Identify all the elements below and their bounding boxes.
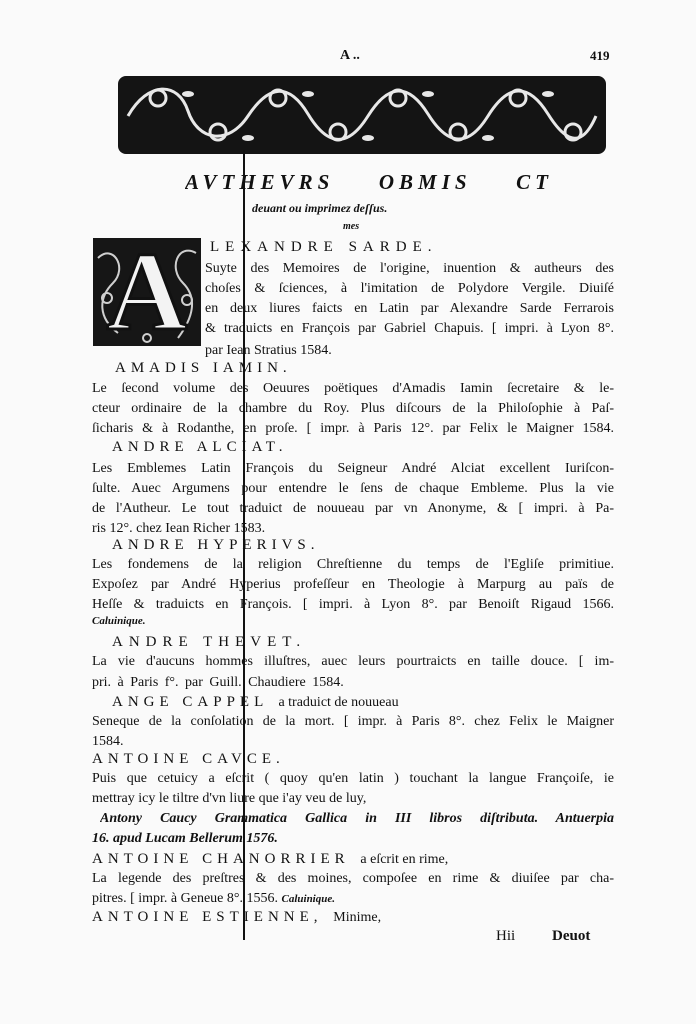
entry-line: & traduicts en François par Gabriel Chapuis. [ impri. à Lyon 8°. <box>205 321 614 336</box>
entry-heading: ANTOINE CAVCE. <box>92 751 285 767</box>
entry-heading-note: a traduict de nouueau <box>278 695 399 710</box>
entry-heading: AMADIS IAMIN. <box>115 360 292 376</box>
entry-heading <box>112 693 399 712</box>
subtitle-fragment: mes <box>343 221 360 232</box>
catchword: Deuot <box>552 928 591 944</box>
drop-cap <box>93 238 201 346</box>
entry-heading-note: a eſcrit en rime, <box>360 852 449 867</box>
page-title: AVTHEVRS OBMIS CT <box>185 170 553 194</box>
entry-heading <box>92 850 448 869</box>
entry-line: Le ſecond volume des Oeuures poëtiques d'Amadis Iamin ſecretaire & le- <box>92 381 614 396</box>
entry-heading: ANDRE THEVET. <box>112 634 307 650</box>
entry-line: en deux liures faicts en Latin par Alexandre Sarde Ferrarois <box>205 301 614 316</box>
entry-heading: ANDRE ALCIAT. <box>112 439 288 455</box>
ornament-banner <box>118 76 606 154</box>
entry-heading-name: ANTOINE ESTIENNE, <box>92 909 323 925</box>
confession-tag: Caluinique. <box>92 615 146 627</box>
entry-line: Heſſe & traduicts en François. [ impri. à Lyon 8°. par Benoiſt Rigaud 1566. <box>92 597 614 612</box>
entry-line: La vie d'aucuns hommes illuſtres, auec leurs pourtraicts en taille douce. [ im- <box>92 654 614 669</box>
entry-line: Les fondemens de la religion Chreſtienne du temps de l'Egliſe primitiue. <box>92 557 614 572</box>
running-head: A .. <box>340 48 360 63</box>
entry-line: cteur ordinaire de la chambre du Roy. Plus diſcours de la Philoſophie à Paſ- <box>92 401 614 416</box>
entry-line: Seneque de la conſolation de la mort. [ impr. à Paris 8°. chez Felix le Maigner <box>92 714 614 729</box>
signature-mark: Hii <box>496 928 516 944</box>
entry-heading: ANDRE HYPERIVS. <box>112 537 320 553</box>
entry-line: ſulte. Auec Argumens pour entendre le ſens de chaque Embleme. Plus la vie <box>92 481 614 496</box>
entry-line: 1584. <box>92 734 124 749</box>
drop-cap-letter: A <box>106 238 188 346</box>
entry-heading <box>92 908 381 927</box>
confession-tag: Caluinique. <box>281 893 335 905</box>
entry-line: choſes & ſciences, à l'imitation de Polydore Vergile. Diuiſé <box>205 281 614 296</box>
entry-line: Suyte des Memoires de l'origine, inuention & autheurs des <box>205 261 614 276</box>
entry-heading-name: ANTOINE CHANORRIER <box>92 851 350 867</box>
entry-line: par Iean Stratius 1584. <box>205 343 332 358</box>
entry-line: pri. à Paris f°. par Guill. Chaudiere 1584. <box>92 675 344 690</box>
entry-line <box>92 890 512 909</box>
citation-line: Antony Caucy Grammatica Gallica in III libros diſtributa. Antuerpia <box>100 811 614 826</box>
entry-line: Expoſez par André Hyperius profeſſeur en Theologie à Marpurg au païs de <box>92 577 614 592</box>
citation-line: 16. apud Lucam Bellerum 1576. <box>92 831 278 846</box>
entry-heading-name: ANGE CAPPEL <box>112 694 268 710</box>
entry-line: ſicharis & à Rodanthe, en proſe. [ impr. à Paris 12°. par Felix le Maigner 1584. <box>92 421 614 436</box>
entry-line: Les Emblemes Latin François du Seigneur André Alciat excellent Iuriſcon- <box>92 461 614 476</box>
subtitle: deuant ou imprimez deſſus. <box>252 201 388 215</box>
entry-line: La legende des preſtres & des moines, compoſee en rime & diuiſee par cha- <box>92 871 614 886</box>
entry-line: mettray icy le tiltre d'vn liure que i'ay veu de luy, <box>92 791 367 806</box>
page-number: 419 <box>590 48 610 63</box>
entry-line: Puis que cetuicy a eſcrit ( quoy qu'en latin ) touchant la langue Françoiſe, ie <box>92 771 614 786</box>
entry-line: ris 12°. chez Iean Richer 1583. <box>92 521 266 536</box>
entry-line: de l'Autheur. Le tout traduict de nouueau par vn Anonyme, & [ impri. à Pa- <box>92 501 614 516</box>
entry-heading-note: Minime, <box>333 910 382 925</box>
entry-heading: LEXANDRE SARDE. <box>210 239 438 255</box>
entry-line-text: pitres. [ impr. à Geneue 8°. 1556. <box>92 891 278 906</box>
